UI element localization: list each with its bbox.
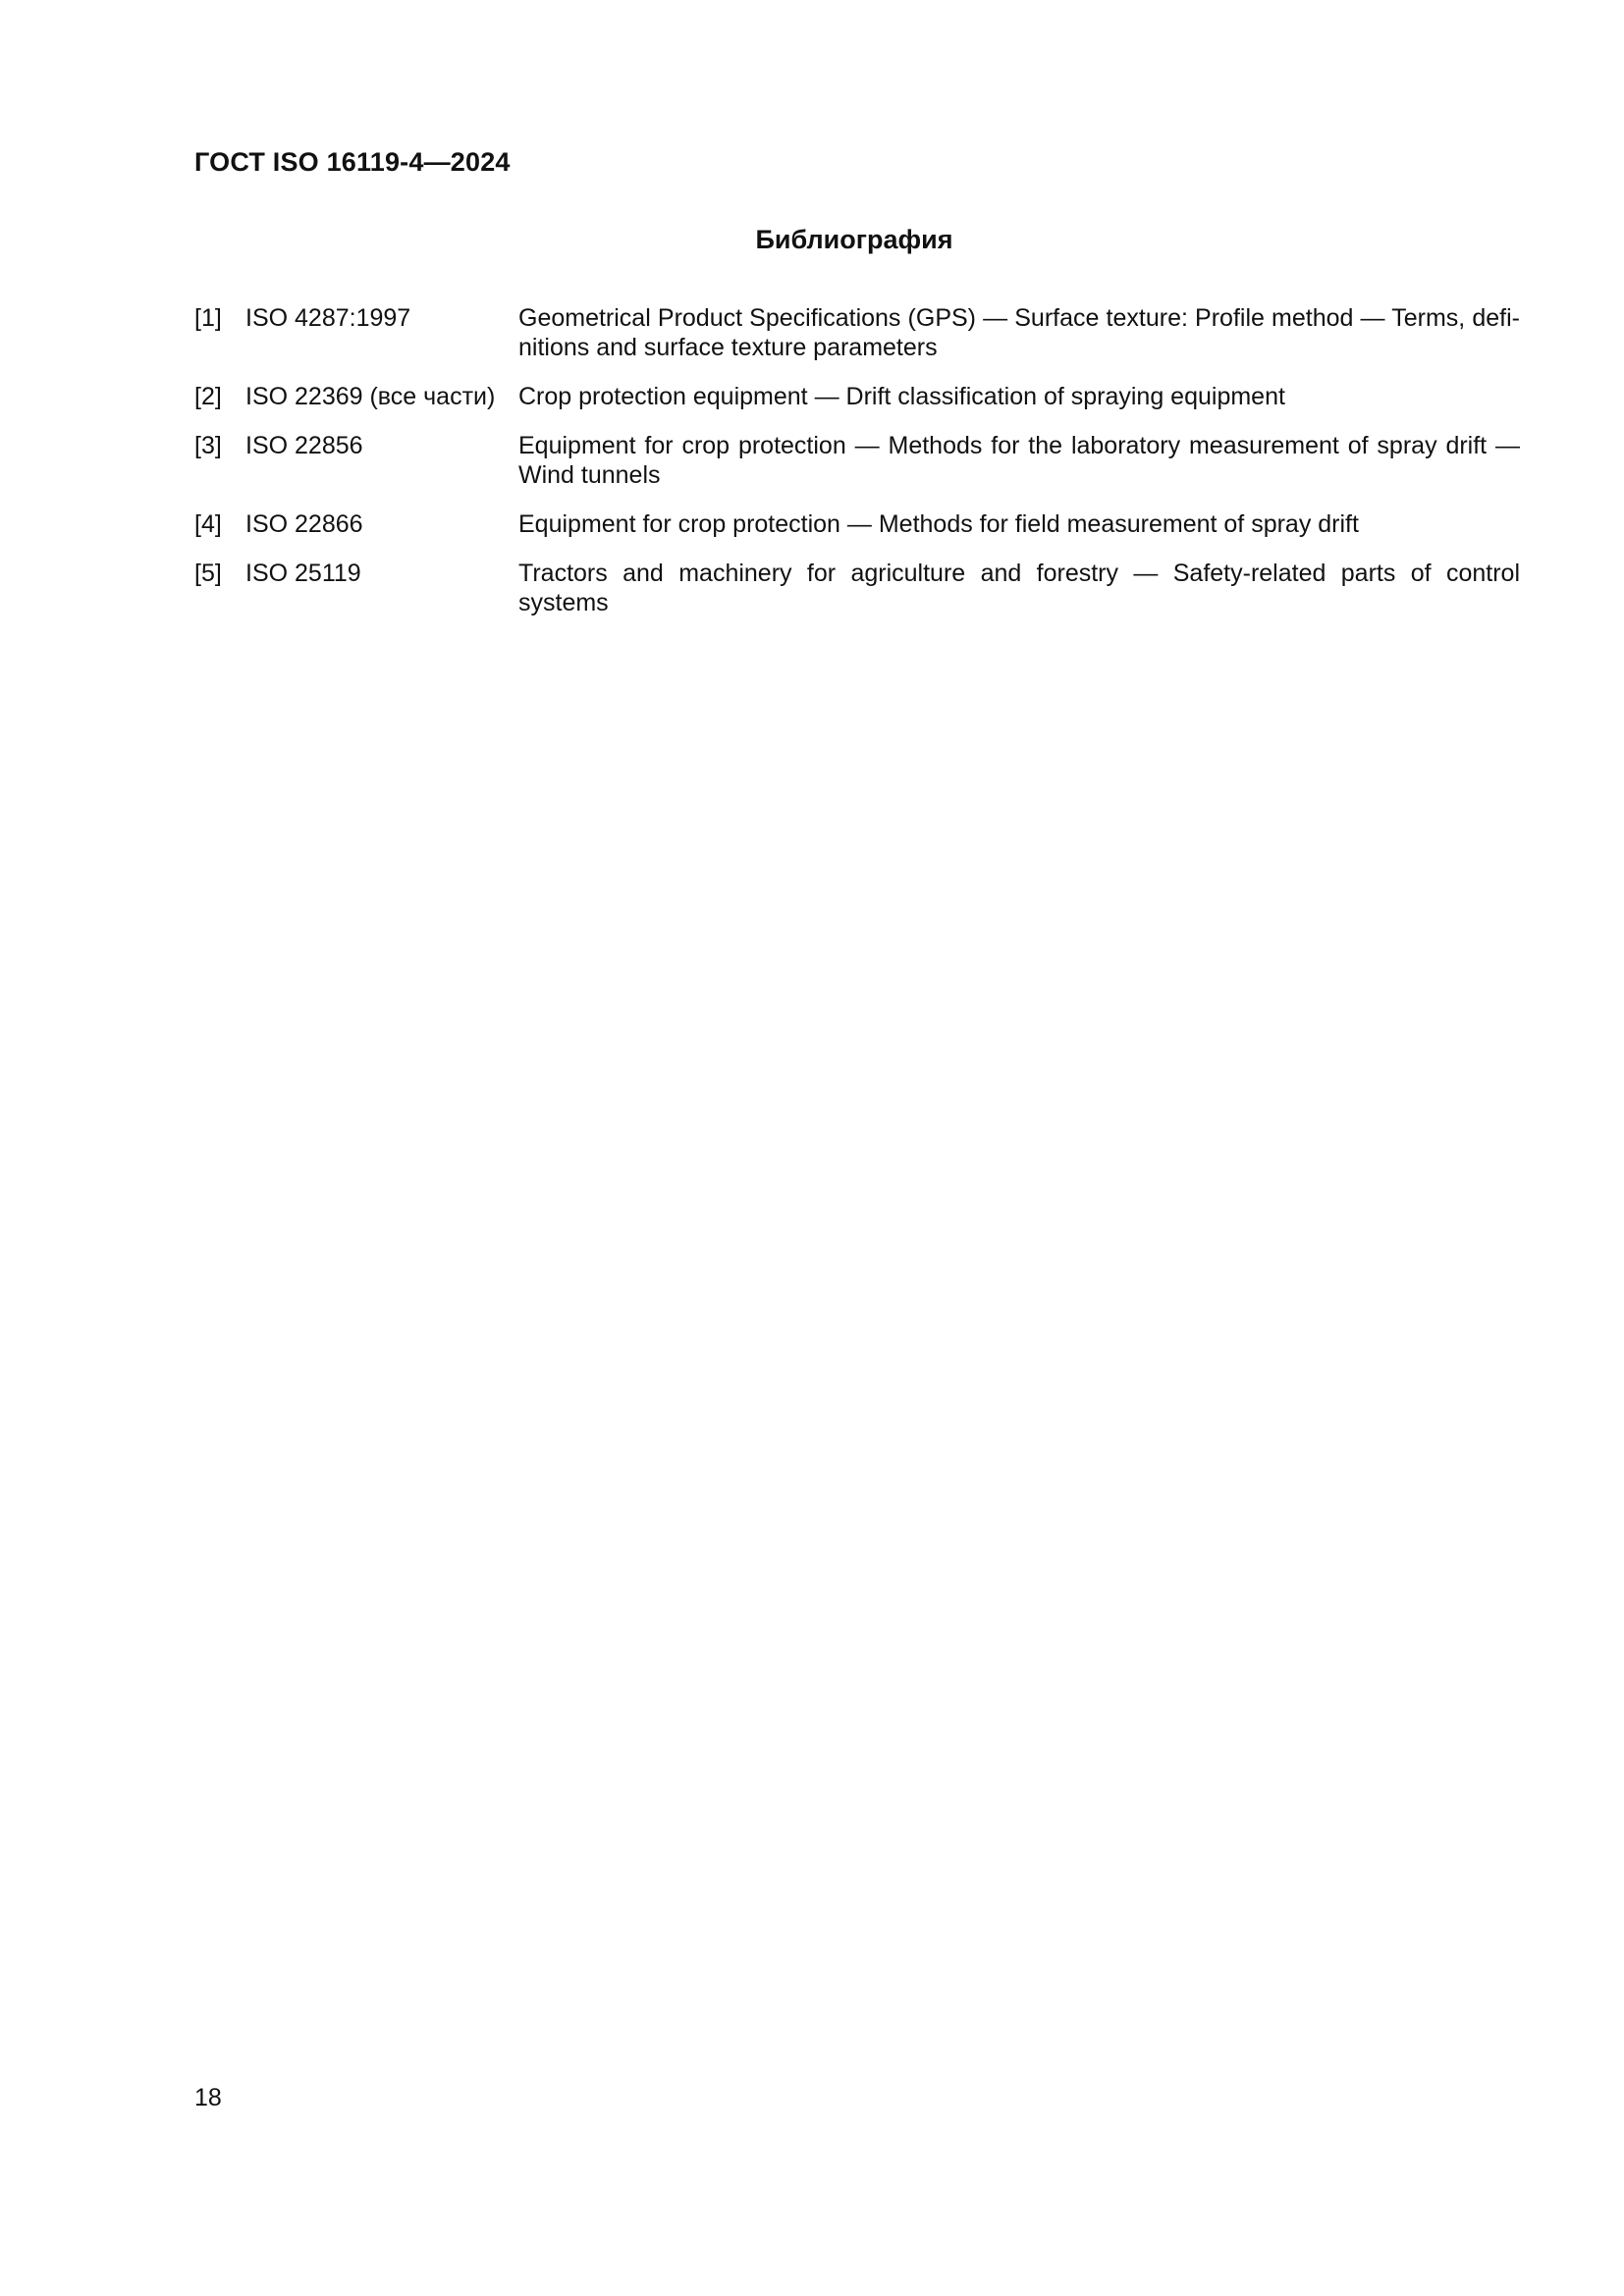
standard-title: Equipment for crop protection — Methods for field measurement of spray drift [518,510,1359,538]
bibliography-item [194,303,1520,362]
bibliography-item [194,509,1520,539]
standard-designation: ISO 25119 [245,560,361,587]
standard-designation: ISO 4287:1997 [245,304,411,332]
standard-designation: ISO 22369 (все части) [245,383,496,410]
bibliography-item [194,431,1520,490]
bibliography-item [194,382,1520,411]
reference-number: [5] [194,560,222,587]
section-title: Библиография [755,225,953,254]
reference-number: [3] [194,432,222,459]
standard-title: Crop protection equipment — Drift classification of spraying equipment [518,383,1285,410]
reference-number: [4] [194,510,222,538]
bibliography-item [194,559,1520,617]
reference-number: [1] [194,304,222,332]
page-number: 18 [194,2084,222,2111]
standard-designation: ISO 22866 [245,510,363,538]
reference-number: [2] [194,383,222,410]
document-code: ГОСТ ISO 16119-4—2024 [194,147,511,177]
standard-designation: ISO 22856 [245,432,363,459]
standard-title: Geometrical Product Specifications (GPS) — Surface texture: Profile method — Terms, definitions and surface texture parameters [518,304,1520,361]
bibliography-list [194,303,1520,637]
standard-title: Tractors and machinery for agriculture and forestry — Safety-related parts of control systems [518,560,1520,616]
standard-title: Equipment for crop protection — Methods for the laboratory measurement of spray drift — Wind tunnels [518,432,1520,489]
